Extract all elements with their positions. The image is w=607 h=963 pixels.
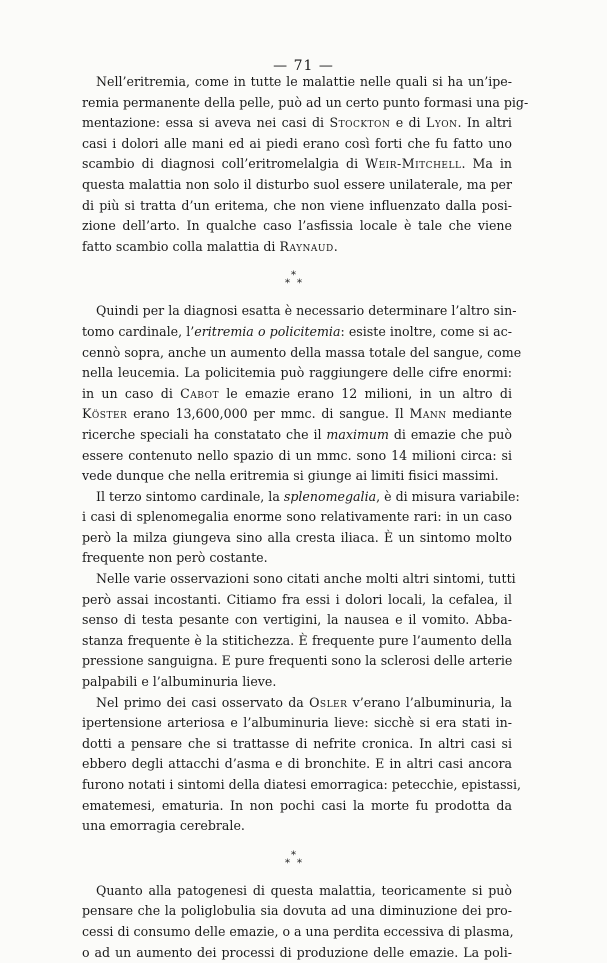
term-splenomegalia: splenomegalia [283,488,377,504]
name-koster: Köster [82,406,128,422]
name-stockton: Stockton [329,115,391,131]
name-mann: Mann [409,406,447,422]
paragraph-2: Quindi per la diagnosi esatta è necessario determinare l’altro sin- tomo cardinale, l’eritremia o policitemia: esiste inoltre, come si ac- cennò sopra, anche un aumento della massa totale del sangue, come nella leucemia. La policitemia può raggiungere delle cifre enormi: in un caso di Cabot le emazie erano 12 milioni, in un altro di Köster erano 13,600,000 per mmc. di sangue. Il Mann mediante ricerche speciali ha constatato che il maximum di emazie che può essere contenuto nello spazio di un mmc. sono 14 milioni circa: si vede dunque che nella eritremia si giunge ai limiti fisici massimi. [82,303,522,484]
body-text [82,72,529,963]
name-raynaud: Raynaud [279,238,334,254]
paragraph-3: Il terzo sintomo cardinale, la splenomegalia, è di misura variabile: i casi di splenomegalia enorme sono relativamente rari: in un caso però la milza giungeva sino alla cresta iliaca. È un sintomo molto frequente non però costante. [82,488,520,566]
term-maximum: maximum [326,426,389,442]
paragraph-1: Nell’eritremia, come in tutte le malattie nelle quali si ha un’ipe- remia permanente della pelle, può ad un certo punto formasi una pig- mentazione: essa si aveva nei casi di Stockton e di Lyon. In altri casi i dolori alle mani ed ai piedi erano così forti che fu fatto uno scambio di diagnosi coll’eritromelalgia di Weir-Mitchell. Ma in questa malattia non solo il disturbo suol essere unilaterale, ma per di più si tratta d’un eritema, che non viene influenzato dalla posi- zione dell’arto. In qualche caso l’asfissia locale è tale che viene fatto scambio colla malattia di Raynaud. [82,74,529,254]
name-lyon: Lyon [425,115,458,131]
paragraph-5: Nel primo dei casi osservato da Osler v’erano l’albuminuria, la ipertensione arteriosa e l’albuminuria lieve: sicchè si era stati in- dotti a pensare che si trattasse di nefrite cronica. In altri casi si ebbero degli attacchi d’asma e di bronchite. E in altri casi ancora furono notati i sintomi della diatesi emorragica: petecchie, epistassi, ematemesi, ematuria. In non pochi casi la morte fu prodotta da una emorragia cerebrale. [82,694,522,834]
term-eritremia: eritremia o policitemia [194,323,341,339]
asterism-separator-1: * * * [285,270,302,290]
paragraph-6: Quanto alla patogenesi di questa malattia, teoricamente si può pensare che la poliglobulia sia dovuta ad una diminuzione dei pro- cessi di consumo delle emazie, o a una perdita eccessiva di plasma, o ad un aumento dei processi di produzione delle emazie. La poli- [82,882,514,960]
name-cabot: Cabot [180,385,219,401]
asterism-separator-2: * * * [285,849,302,869]
paragraph-4: Nelle varie osservazioni sono citati anche molti altri sintomi, tutti però assai incostanti. Citiamo fra essi i dolori locali, la cefalea, il senso di testa pesante con vertigini, la nausea e il vomito. Abba- stanza frequente è la stitichezza. È frequente pure l’aumento della pressione sanguigna. E pure frequenti sono la sclerosi delle arterie palpabili e l’albuminuria lieve. [82,571,516,690]
name-osler: Osler [309,694,348,710]
page-number: — 71 — [273,58,334,74]
name-weir-mitchell: Weir-Mitchell [365,156,462,172]
